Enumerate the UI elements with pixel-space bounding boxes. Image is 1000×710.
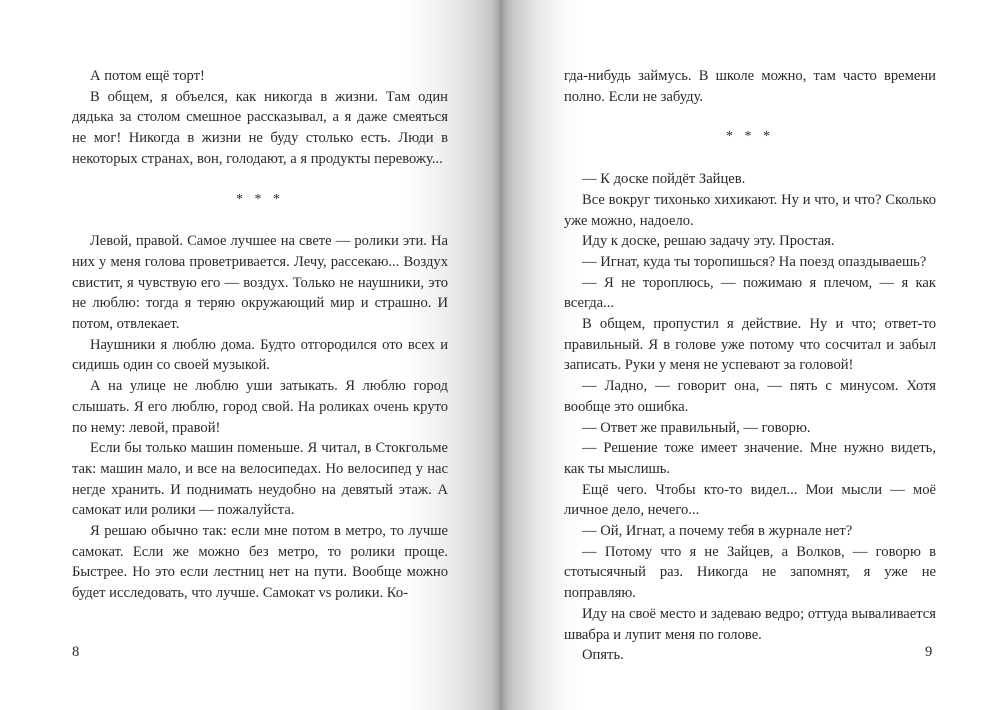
paragraph: — Ответ же правильный, — говорю. [582,419,811,436]
paragraph: — Я не тороплюсь, — пожимаю я плечом, — я как всегда... [564,274,936,312]
paragraph: Ещё чего. Чтобы кто-то видел... Мои мысли — моё личное дело, нечего... [564,481,936,519]
paragraph: Если бы только машин поменьше. Я читал, в Стокгольме так: машин мало, и все на велосипедах. Но велосипед у нас негде хранить. И поднимать неудобно на девятый этаж. А самокат или ролики — пожалуйста. [72,440,448,519]
book-spine [492,0,508,710]
paragraph: — Решение тоже имеет значение. Мне нужно видеть, как ты мыслишь. [564,440,936,477]
paragraph: Левой, правой. Самое лучшее на свете — ролики эти. На них у меня голова проветривается. Лечу, рассекаю... Воздух свистит, я чувствую его — воздух. Только не наушники, это не люблю: тогда я теряю окружающий мир и страшно. И потом, отвлекает. [72,233,448,333]
paragraph: — К доске пойдёт Зайцев. [582,171,746,188]
paragraph: Я решаю обычно так: если мне потом в метро, то лучше самокат. Если же можно без метро, то ролики проще. Быстрее. Но это если лестниц нет на пути. Вообще можно будет исследовать, что лучше. Самокат vs ролики. Ко- [72,523,448,602]
paragraph: гда-нибудь займусь. В школе можно, там часто времени полно. Если не забуду. [564,68,936,105]
right-page-text [564,66,936,666]
page-number-left: 8 [72,644,80,660]
paragraph: — Ладно, — говорит она, — пять с минусом. Хотя вообще это ошибка. [564,378,936,415]
paragraph: А на улице не люблю уши затыкать. Я люблю город слышать. Я его люблю, город свой. На роликах очень круто по нему: левой, правой! [72,378,448,436]
paragraph: — Потому что я не Зайцев, а Волков, — говорю в стотысячный раз. Никогда не запомнят, я уже не поправляю. [564,543,936,602]
paragraph: В общем, пропустил я действие. Ну и что; ответ-то правильный. Я в голове уже потому что сосчитал и забыл записать. Руки у меня не успевают за головой! [564,316,936,374]
page-number-right: 9 [925,644,933,660]
section-separator: * * * [726,129,774,145]
paragraph: А потом ещё торт! [90,68,205,84]
paragraph: — Ой, Игнат, а почему тебя в журнале нет? [582,523,853,540]
section-separator: * * * [236,191,284,207]
paragraph: — Игнат, куда ты торопишься? На поезд опаздываешь? [582,253,927,270]
paragraph: Иду на своё место и задеваю ведро; оттуда вываливается швабра и лупит меня по голове. [564,605,936,643]
paragraph: Опять. [582,647,624,664]
paragraph: Иду к доске, решаю задачу эту. Простая. [582,233,835,250]
paragraph: Все вокруг тихонько хихикают. Ну и что, и что? Сколько уже можно, надоело. [564,191,936,229]
paragraph: Наушники я люблю дома. Будто отгородился ото всех и сидишь один со своей музыкой. [72,336,448,374]
paragraph: В общем, я объелся, как никогда в жизни. Там один дядька за столом смешное рассказывал, а я даже смеяться не мог! Никогда в жизни не буду столько есть. Люди в некоторых странах, вон, голодают, а я продукты перевожу... [72,88,448,167]
left-page-text [72,66,448,604]
